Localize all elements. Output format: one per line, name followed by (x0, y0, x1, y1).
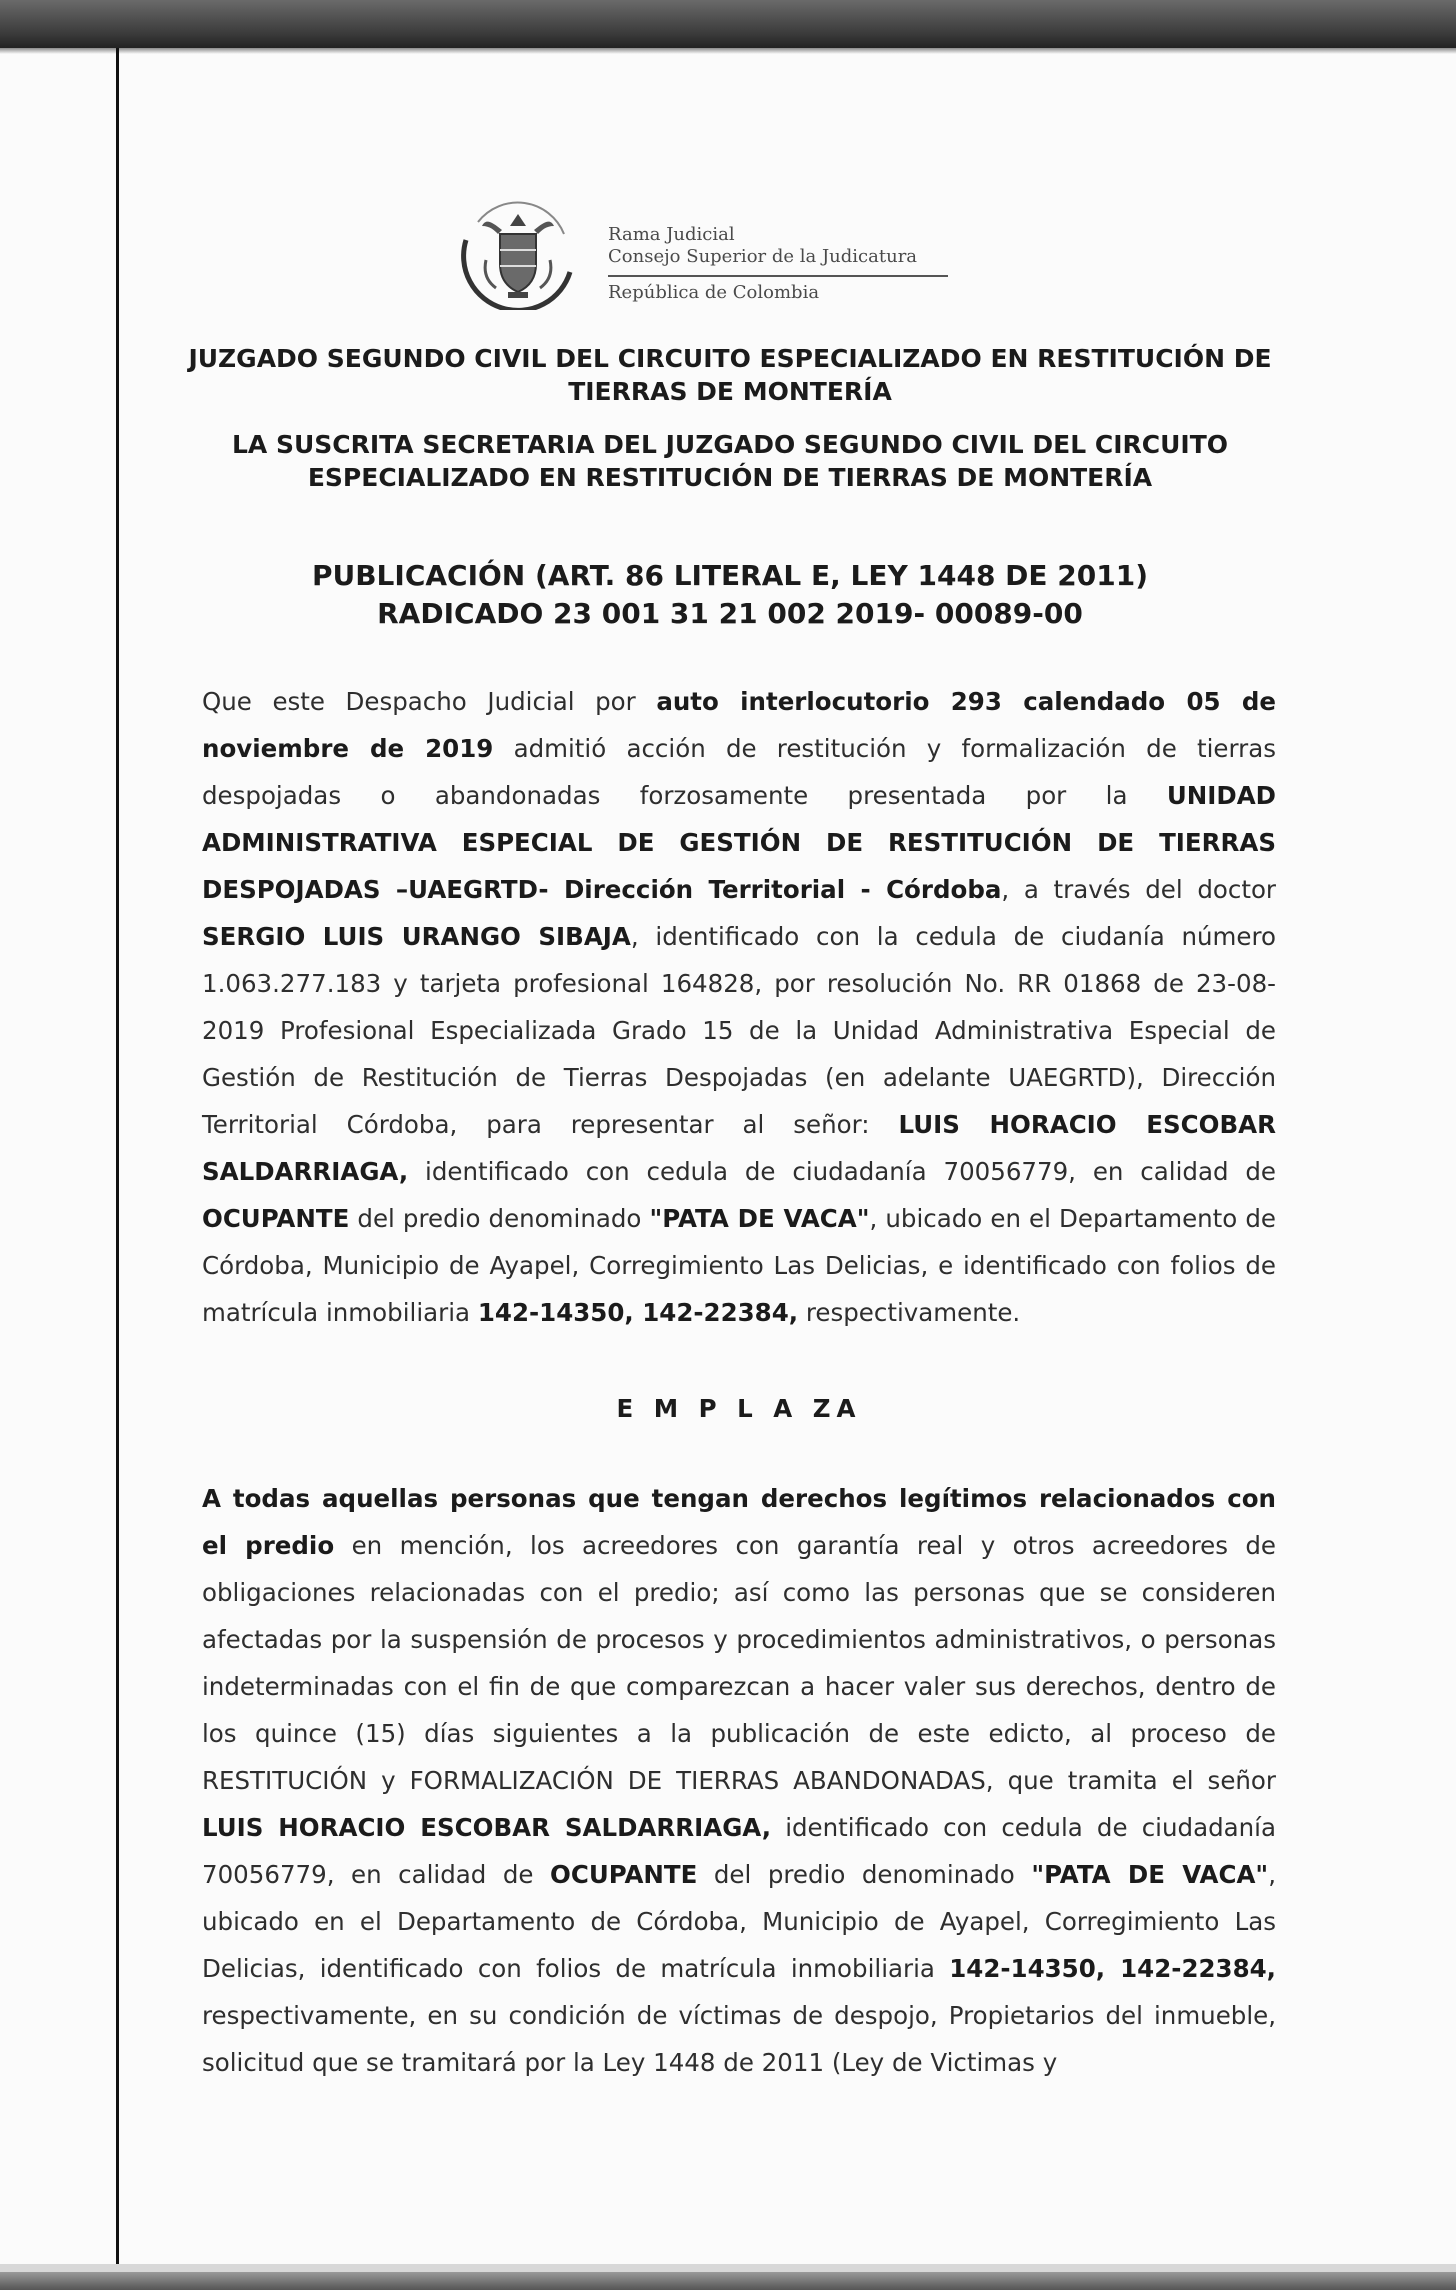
scan-bottom-band (0, 2264, 1456, 2272)
bold-text-run: OCUPANTE (202, 1204, 350, 1233)
bold-text-run: "PATA DE VACA" (1031, 1860, 1269, 1889)
publication-heading (150, 557, 1310, 633)
letterhead (452, 200, 1012, 310)
letterhead-line-2: Consejo Superior de la Judicatura (608, 246, 918, 267)
bold-text-run: 142-14350, 142-22384, (477, 1298, 799, 1327)
bold-text-run: "PATA DE VACA" (649, 1204, 870, 1233)
bold-text-run: OCUPANTE (550, 1860, 698, 1889)
text-run: respectivamente. (798, 1298, 1021, 1327)
text-run: , identificado con la cedula de ciudanía número 1.063.277.183 y tarjeta profesional 164828, por resolución No. RR 01868 de 23-08-2019 Profesional Especializada Grado 15 de la Unidad Administrativa Especial de Gestión de Restitución de Tierras Despojadas (en adelante UAEGRTD), Dirección Territorial Córdoba, para representar al señor: (202, 922, 1277, 1139)
text-run: en mención, los acreedores con garantía real y otros acreedores de obligaciones relacionadas con el predio; así como las personas que se consideren afectadas por la suspensión de procesos y procedimientos administrativos, o personas indeterminadas con el fin de que comparezcan a hacer valer sus derechos, dentro de los quince (15) días siguientes a la publicación de este edicto, al proceso de RESTITUCIÓN y FORMALIZACIÓN DE TIERRAS ABANDONADAS, que tramita el señor (202, 1531, 1276, 1795)
text-run: del predio denominado (349, 1204, 650, 1233)
text-run: respectivamente, en su condición de víctimas de despojo, Propietarios del inmueble, solicitud que se tramitará por la Ley 1448 de 2011 (Ley de Victimas y (202, 2001, 1276, 2077)
bold-text-run: auto interlocutorio 293 calendado 05 de noviembre de 2019 (202, 687, 1277, 763)
letterhead-text (608, 224, 1008, 304)
text-run: Que este Despacho Judicial por (202, 687, 657, 716)
scan-top-shadow (0, 48, 1456, 54)
bold-text-run: LUIS HORACIO ESCOBAR SALDARRIAGA, (202, 1813, 772, 1842)
emplaza-heading: E M P L A ZA (616, 1394, 862, 1423)
bold-text-run: UNIDAD ADMINISTRATIVA ESPECIAL DE GESTIÓN DE RESTITUCIÓN DE TIERRAS DESPOJADAS –UAEGRTD- Dirección Territorial - Córdoba (202, 781, 1276, 904)
scan-bottom-border (0, 2272, 1456, 2290)
publication-line: PUBLICACIÓN (ART. 86 LITERAL E, LEY 1448 DE 2011) (311, 559, 1149, 592)
bold-text-run: 142-14350, 142-22384, (949, 1954, 1276, 1983)
letterhead-line-1: Rama Judicial (608, 224, 735, 245)
bold-text-run: LUIS HORACIO ESCOBAR SALDARRIAGA, (202, 1110, 1276, 1186)
paragraph-summons (202, 1475, 1276, 2086)
bold-text-run: SERGIO LUIS URANGO SIBAJA (202, 922, 631, 951)
colombia-coat-of-arms-icon (452, 200, 584, 310)
letterhead-line-3: República de Colombia (608, 282, 820, 303)
radicado-line: RADICADO 23 001 31 21 002 2019- 00089-00 (377, 597, 1083, 630)
text-run: admitió acción de restitución y formalización de tierras despojadas o abandonadas forzosamente presentada por la (202, 734, 1276, 810)
court-title: JUZGADO SEGUNDO CIVIL DEL CIRCUITO ESPECIALIZADO EN RESTITUCIÓN DE TIERRAS DE MONTERÍA (188, 344, 1272, 406)
bold-text-run: A todas aquellas personas que tengan derechos legítimos relacionados con el predio (202, 1484, 1276, 1560)
secretary-heading: LA SUSCRITA SECRETARIA DEL JUZGADO SEGUNDO CIVIL DEL CIRCUITO ESPECIALIZADO EN RESTITUCIÓN DE TIERRAS DE MONTERÍA (231, 430, 1229, 492)
text-run: , a través del doctor (1001, 875, 1277, 904)
letterhead-divider (608, 275, 948, 277)
text-run: identificado con cedula de ciudadanía 70056779, en calidad de (408, 1157, 1276, 1186)
text-run: , ubicado en el Departamento de Córdoba, Municipio de Ayapel, Corregimiento Las Delicias, identificado con folios de matrícula inmobiliaria (202, 1860, 1276, 1983)
scan-top-border (0, 0, 1456, 48)
scan-left-margin-line (116, 48, 119, 2290)
text-run: del predio denominado (697, 1860, 1032, 1889)
text-run: , ubicado en el Departamento de Córdoba, Municipio de Ayapel, Corregimiento Las Delicias, e identificado con folios de matrícula inmobiliaria (202, 1204, 1276, 1327)
paragraph-admission (202, 678, 1276, 1336)
text-run: identificado con cedula de ciudadanía 70056779, en calidad de (202, 1813, 1276, 1889)
